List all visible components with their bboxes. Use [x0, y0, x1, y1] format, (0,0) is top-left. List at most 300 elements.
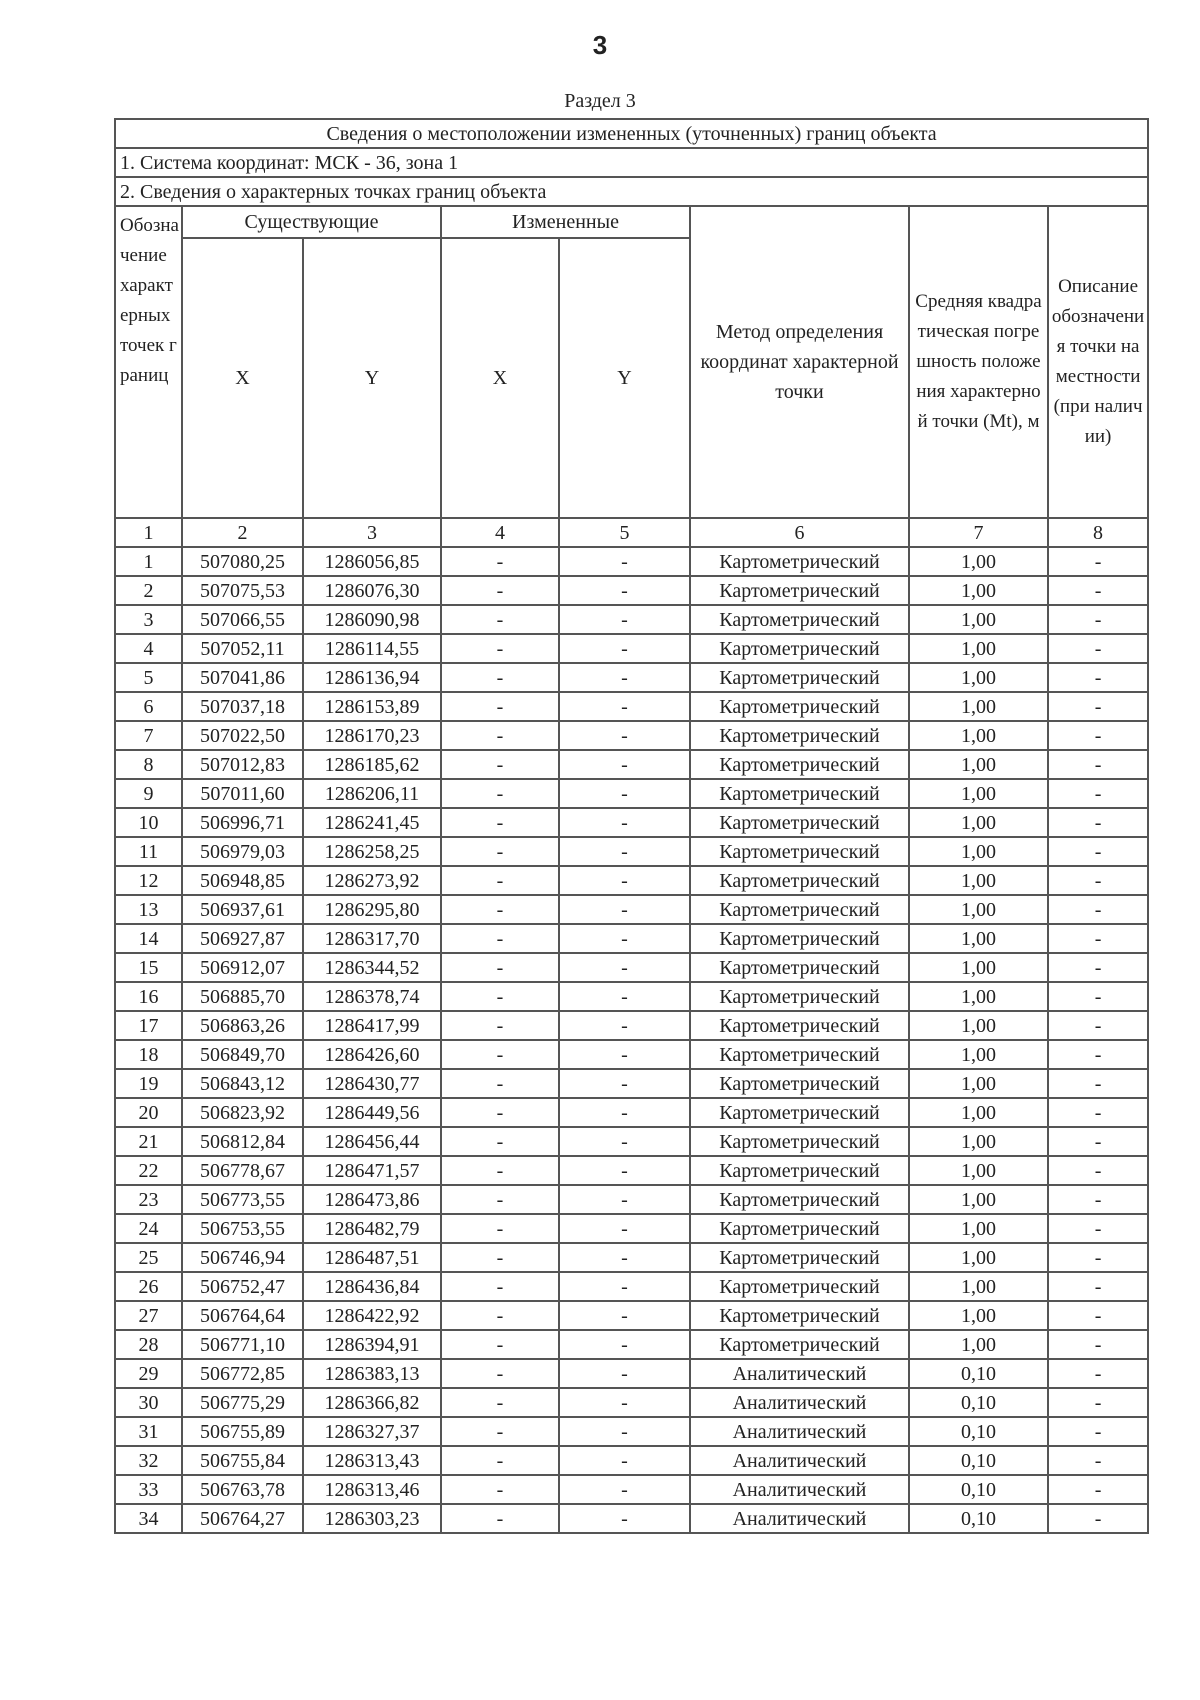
- existing-y: 1286383,13: [303, 1359, 441, 1388]
- existing-x: 506755,89: [182, 1417, 303, 1446]
- existing-x: 506746,94: [182, 1243, 303, 1272]
- table-row: [115, 721, 1148, 750]
- changed-y: -: [559, 721, 690, 750]
- changed-y: -: [559, 866, 690, 895]
- method: Картометрический: [690, 750, 909, 779]
- method: Картометрический: [690, 924, 909, 953]
- changed-y: -: [559, 808, 690, 837]
- method: Картометрический: [690, 1330, 909, 1359]
- point-number: 19: [115, 1069, 182, 1098]
- description: -: [1048, 1330, 1148, 1359]
- method: Картометрический: [690, 1185, 909, 1214]
- existing-y: 1286090,98: [303, 605, 441, 634]
- changed-y: -: [559, 1301, 690, 1330]
- existing-x: 506763,78: [182, 1475, 303, 1504]
- mt-value: 1,00: [909, 1127, 1048, 1156]
- changed-x: -: [441, 663, 559, 692]
- mt-value: 1,00: [909, 1214, 1048, 1243]
- mt-value: 1,00: [909, 1243, 1048, 1272]
- point-number: 17: [115, 1011, 182, 1040]
- description: -: [1048, 663, 1148, 692]
- existing-x: 507052,11: [182, 634, 303, 663]
- table-title: Сведения о местоположении измененных (уточненных) границ объекта: [115, 119, 1148, 148]
- changed-y: -: [559, 924, 690, 953]
- point-number: 13: [115, 895, 182, 924]
- table-row: [115, 779, 1148, 808]
- point-number: 21: [115, 1127, 182, 1156]
- existing-y: 1286273,92: [303, 866, 441, 895]
- point-number: 18: [115, 1040, 182, 1069]
- mt-value: 1,00: [909, 750, 1048, 779]
- changed-x: -: [441, 1272, 559, 1301]
- description: -: [1048, 779, 1148, 808]
- changed-y: -: [559, 1098, 690, 1127]
- mt-value: 1,00: [909, 779, 1048, 808]
- point-number: 23: [115, 1185, 182, 1214]
- changed-x: -: [441, 1040, 559, 1069]
- description: -: [1048, 1359, 1148, 1388]
- table-row: [115, 547, 1148, 576]
- existing-y: 1286473,86: [303, 1185, 441, 1214]
- existing-x: 506764,64: [182, 1301, 303, 1330]
- changed-y: -: [559, 1243, 690, 1272]
- method: Картометрический: [690, 1243, 909, 1272]
- existing-x: 506773,55: [182, 1185, 303, 1214]
- table-row: [115, 1388, 1148, 1417]
- existing-x: 507012,83: [182, 750, 303, 779]
- table-row: [115, 1475, 1148, 1504]
- point-number: 20: [115, 1098, 182, 1127]
- description: -: [1048, 1504, 1148, 1533]
- existing-x: 506979,03: [182, 837, 303, 866]
- mt-value: 1,00: [909, 1156, 1048, 1185]
- mt-value: 1,00: [909, 953, 1048, 982]
- method: Картометрический: [690, 866, 909, 895]
- existing-x: 507080,25: [182, 547, 303, 576]
- existing-y: 1286487,51: [303, 1243, 441, 1272]
- mt-value: 1,00: [909, 837, 1048, 866]
- changed-y: -: [559, 605, 690, 634]
- description: -: [1048, 1272, 1148, 1301]
- method: Картометрический: [690, 692, 909, 721]
- description: -: [1048, 895, 1148, 924]
- mt-value: 1,00: [909, 895, 1048, 924]
- point-number: 27: [115, 1301, 182, 1330]
- changed-y: -: [559, 1156, 690, 1185]
- mt-value: 1,00: [909, 1069, 1048, 1098]
- existing-y: 1286394,91: [303, 1330, 441, 1359]
- changed-x: -: [441, 1504, 559, 1533]
- header-existing-y: Y: [303, 238, 441, 518]
- point-number: 8: [115, 750, 182, 779]
- method: Картометрический: [690, 663, 909, 692]
- description: -: [1048, 1185, 1148, 1214]
- table-row: [115, 982, 1148, 1011]
- table-row: [115, 837, 1148, 866]
- mt-value: 1,00: [909, 1098, 1048, 1127]
- changed-x: -: [441, 924, 559, 953]
- description: -: [1048, 1069, 1148, 1098]
- mt-value: 1,00: [909, 924, 1048, 953]
- point-number: 14: [115, 924, 182, 953]
- existing-y: 1286436,84: [303, 1272, 441, 1301]
- description: -: [1048, 808, 1148, 837]
- existing-x: 506885,70: [182, 982, 303, 1011]
- method: Картометрический: [690, 547, 909, 576]
- existing-y: 1286185,62: [303, 750, 441, 779]
- point-number: 31: [115, 1417, 182, 1446]
- point-number: 26: [115, 1272, 182, 1301]
- column-number: 5: [559, 518, 690, 547]
- changed-x: -: [441, 721, 559, 750]
- column-number: 8: [1048, 518, 1148, 547]
- description: -: [1048, 924, 1148, 953]
- description: -: [1048, 1388, 1148, 1417]
- changed-x: -: [441, 1301, 559, 1330]
- changed-y: -: [559, 1446, 690, 1475]
- changed-y: -: [559, 895, 690, 924]
- table-row: [115, 866, 1148, 895]
- method: Аналитический: [690, 1417, 909, 1446]
- existing-x: 506755,84: [182, 1446, 303, 1475]
- description: -: [1048, 1446, 1148, 1475]
- table-row: [115, 1243, 1148, 1272]
- point-number: 2: [115, 576, 182, 605]
- changed-y: -: [559, 1504, 690, 1533]
- mt-value: 1,00: [909, 1330, 1048, 1359]
- points-header: 2. Сведения о характерных точках границ объекта: [115, 177, 1148, 206]
- changed-y: -: [559, 750, 690, 779]
- changed-x: -: [441, 576, 559, 605]
- method: Картометрический: [690, 1127, 909, 1156]
- boundary-points-table: [114, 118, 1149, 1534]
- point-number: 1: [115, 547, 182, 576]
- existing-y: 1286482,79: [303, 1214, 441, 1243]
- existing-y: 1286430,77: [303, 1069, 441, 1098]
- changed-y: -: [559, 1040, 690, 1069]
- mt-value: 1,00: [909, 1011, 1048, 1040]
- changed-x: -: [441, 837, 559, 866]
- method: Картометрический: [690, 1301, 909, 1330]
- changed-y: -: [559, 1185, 690, 1214]
- method: Картометрический: [690, 895, 909, 924]
- point-number: 4: [115, 634, 182, 663]
- existing-y: 1286317,70: [303, 924, 441, 953]
- description: -: [1048, 837, 1148, 866]
- description: -: [1048, 634, 1148, 663]
- mt-value: 0,10: [909, 1359, 1048, 1388]
- table-row: [115, 692, 1148, 721]
- point-number: 16: [115, 982, 182, 1011]
- point-number: 33: [115, 1475, 182, 1504]
- mt-value: 1,00: [909, 1040, 1048, 1069]
- table-row: [115, 1272, 1148, 1301]
- method: Картометрический: [690, 1214, 909, 1243]
- changed-y: -: [559, 1011, 690, 1040]
- changed-x: -: [441, 605, 559, 634]
- existing-y: 1286313,43: [303, 1446, 441, 1475]
- changed-x: -: [441, 808, 559, 837]
- method: Картометрический: [690, 808, 909, 837]
- existing-x: 506764,27: [182, 1504, 303, 1533]
- method: Картометрический: [690, 1011, 909, 1040]
- point-number: 11: [115, 837, 182, 866]
- point-number: 29: [115, 1359, 182, 1388]
- point-number: 3: [115, 605, 182, 634]
- changed-x: -: [441, 547, 559, 576]
- method: Картометрический: [690, 1069, 909, 1098]
- header-existing-x: X: [182, 238, 303, 518]
- point-number: 25: [115, 1243, 182, 1272]
- table-row: [115, 1359, 1148, 1388]
- header-description: Описание обозначения точки на местности (при наличии): [1048, 206, 1148, 518]
- mt-value: 1,00: [909, 634, 1048, 663]
- existing-y: 1286056,85: [303, 547, 441, 576]
- description: -: [1048, 721, 1148, 750]
- existing-y: 1286258,25: [303, 837, 441, 866]
- column-number: 3: [303, 518, 441, 547]
- existing-y: 1286471,57: [303, 1156, 441, 1185]
- table-row: [115, 1301, 1148, 1330]
- changed-x: -: [441, 1098, 559, 1127]
- method: Картометрический: [690, 837, 909, 866]
- mt-value: 1,00: [909, 721, 1048, 750]
- changed-x: -: [441, 1069, 559, 1098]
- table-row: [115, 1185, 1148, 1214]
- existing-y: 1286422,92: [303, 1301, 441, 1330]
- point-number: 32: [115, 1446, 182, 1475]
- description: -: [1048, 953, 1148, 982]
- table-row: [115, 1011, 1148, 1040]
- point-number: 6: [115, 692, 182, 721]
- method: Картометрический: [690, 721, 909, 750]
- column-number: 1: [115, 518, 182, 547]
- table-row: [115, 1417, 1148, 1446]
- existing-y: 1286426,60: [303, 1040, 441, 1069]
- description: -: [1048, 1417, 1148, 1446]
- changed-x: -: [441, 1446, 559, 1475]
- changed-x: -: [441, 750, 559, 779]
- mt-value: 1,00: [909, 866, 1048, 895]
- changed-x: -: [441, 1156, 559, 1185]
- changed-y: -: [559, 663, 690, 692]
- table-row: [115, 1504, 1148, 1533]
- existing-y: 1286170,23: [303, 721, 441, 750]
- changed-x: -: [441, 1475, 559, 1504]
- existing-x: 507041,86: [182, 663, 303, 692]
- method: Картометрический: [690, 1272, 909, 1301]
- table-row: [115, 1069, 1148, 1098]
- existing-x: 506753,55: [182, 1214, 303, 1243]
- existing-y: 1286076,30: [303, 576, 441, 605]
- column-number: 6: [690, 518, 909, 547]
- existing-y: 1286417,99: [303, 1011, 441, 1040]
- description: -: [1048, 1243, 1148, 1272]
- table-row: [115, 750, 1148, 779]
- table-row: [115, 1156, 1148, 1185]
- table-row: [115, 924, 1148, 953]
- changed-y: -: [559, 692, 690, 721]
- existing-x: 506843,12: [182, 1069, 303, 1098]
- method: Картометрический: [690, 605, 909, 634]
- description: -: [1048, 1214, 1148, 1243]
- existing-x: 507022,50: [182, 721, 303, 750]
- coord-system: 1. Система координат: МСК - 36, зона 1: [115, 148, 1148, 177]
- method: Аналитический: [690, 1388, 909, 1417]
- description: -: [1048, 1156, 1148, 1185]
- point-number: 9: [115, 779, 182, 808]
- method: Картометрический: [690, 953, 909, 982]
- existing-x: 506912,07: [182, 953, 303, 982]
- existing-y: 1286153,89: [303, 692, 441, 721]
- method: Картометрический: [690, 982, 909, 1011]
- changed-x: -: [441, 779, 559, 808]
- changed-y: -: [559, 1417, 690, 1446]
- mt-value: 1,00: [909, 808, 1048, 837]
- header-designation: Обозначение характерных точек границ: [115, 206, 182, 518]
- mt-value: 1,00: [909, 1185, 1048, 1214]
- changed-x: -: [441, 1243, 559, 1272]
- existing-y: 1286313,46: [303, 1475, 441, 1504]
- method: Аналитический: [690, 1446, 909, 1475]
- page-number: 3: [592, 30, 608, 60]
- header-method: Метод определения координат характерной точки: [690, 206, 909, 518]
- changed-y: -: [559, 1127, 690, 1156]
- changed-x: -: [441, 634, 559, 663]
- point-number: 34: [115, 1504, 182, 1533]
- table-row: [115, 1214, 1148, 1243]
- existing-x: 507066,55: [182, 605, 303, 634]
- point-number: 30: [115, 1388, 182, 1417]
- changed-y: -: [559, 837, 690, 866]
- existing-x: 506948,85: [182, 866, 303, 895]
- method: Аналитический: [690, 1475, 909, 1504]
- section-label: Раздел 3: [564, 90, 636, 112]
- existing-y: 1286378,74: [303, 982, 441, 1011]
- existing-x: 507011,60: [182, 779, 303, 808]
- table-row: [115, 663, 1148, 692]
- existing-y: 1286366,82: [303, 1388, 441, 1417]
- changed-x: -: [441, 1417, 559, 1446]
- changed-y: -: [559, 634, 690, 663]
- description: -: [1048, 1040, 1148, 1069]
- method: Картометрический: [690, 1156, 909, 1185]
- table-row: [115, 1127, 1148, 1156]
- changed-x: -: [441, 953, 559, 982]
- table-row: [115, 1098, 1148, 1127]
- changed-x: -: [441, 1214, 559, 1243]
- existing-x: 506752,47: [182, 1272, 303, 1301]
- point-number: 12: [115, 866, 182, 895]
- description: -: [1048, 982, 1148, 1011]
- table-row: [115, 634, 1148, 663]
- description: -: [1048, 1475, 1148, 1504]
- existing-x: 506863,26: [182, 1011, 303, 1040]
- existing-x: 506771,10: [182, 1330, 303, 1359]
- existing-y: 1286206,11: [303, 779, 441, 808]
- mt-value: 1,00: [909, 1272, 1048, 1301]
- changed-x: -: [441, 1011, 559, 1040]
- header-changed-x: X: [441, 238, 559, 518]
- column-number: 4: [441, 518, 559, 547]
- changed-x: -: [441, 1185, 559, 1214]
- description: -: [1048, 605, 1148, 634]
- existing-x: 506812,84: [182, 1127, 303, 1156]
- mt-value: 0,10: [909, 1388, 1048, 1417]
- changed-y: -: [559, 1388, 690, 1417]
- column-number: 2: [182, 518, 303, 547]
- table-row: [115, 808, 1148, 837]
- mt-value: 0,10: [909, 1446, 1048, 1475]
- header-existing: Существующие: [182, 206, 441, 238]
- changed-y: -: [559, 576, 690, 605]
- method: Картометрический: [690, 634, 909, 663]
- table-row: [115, 1446, 1148, 1475]
- description: -: [1048, 1301, 1148, 1330]
- description: -: [1048, 1127, 1148, 1156]
- mt-value: 1,00: [909, 576, 1048, 605]
- table-row: [115, 895, 1148, 924]
- method: Картометрический: [690, 1098, 909, 1127]
- existing-y: 1286456,44: [303, 1127, 441, 1156]
- existing-x: 506927,87: [182, 924, 303, 953]
- point-number: 24: [115, 1214, 182, 1243]
- point-number: 7: [115, 721, 182, 750]
- existing-x: 506775,29: [182, 1388, 303, 1417]
- changed-x: -: [441, 1330, 559, 1359]
- changed-x: -: [441, 1127, 559, 1156]
- point-number: 28: [115, 1330, 182, 1359]
- description: -: [1048, 576, 1148, 605]
- table-row: [115, 576, 1148, 605]
- table-row: [115, 1330, 1148, 1359]
- method: Картометрический: [690, 779, 909, 808]
- existing-x: 507075,53: [182, 576, 303, 605]
- existing-y: 1286136,94: [303, 663, 441, 692]
- description: -: [1048, 547, 1148, 576]
- mt-value: 1,00: [909, 1301, 1048, 1330]
- changed-x: -: [441, 692, 559, 721]
- existing-x: 506937,61: [182, 895, 303, 924]
- point-number: 22: [115, 1156, 182, 1185]
- changed-y: -: [559, 1272, 690, 1301]
- changed-y: -: [559, 1359, 690, 1388]
- existing-x: 507037,18: [182, 692, 303, 721]
- description: -: [1048, 692, 1148, 721]
- column-number: 7: [909, 518, 1048, 547]
- header-changed: Измененные: [441, 206, 690, 238]
- changed-y: -: [559, 953, 690, 982]
- point-number: 5: [115, 663, 182, 692]
- method: Аналитический: [690, 1359, 909, 1388]
- changed-y: -: [559, 1214, 690, 1243]
- method: Картометрический: [690, 576, 909, 605]
- table-row: [115, 1040, 1148, 1069]
- existing-x: 506849,70: [182, 1040, 303, 1069]
- changed-y: -: [559, 1069, 690, 1098]
- existing-y: 1286449,56: [303, 1098, 441, 1127]
- mt-value: 0,10: [909, 1504, 1048, 1533]
- existing-x: 506823,92: [182, 1098, 303, 1127]
- existing-y: 1286295,80: [303, 895, 441, 924]
- mt-value: 1,00: [909, 982, 1048, 1011]
- mt-value: 1,00: [909, 692, 1048, 721]
- mt-value: 0,10: [909, 1475, 1048, 1504]
- changed-x: -: [441, 1388, 559, 1417]
- existing-x: 506996,71: [182, 808, 303, 837]
- description: -: [1048, 750, 1148, 779]
- point-number: 15: [115, 953, 182, 982]
